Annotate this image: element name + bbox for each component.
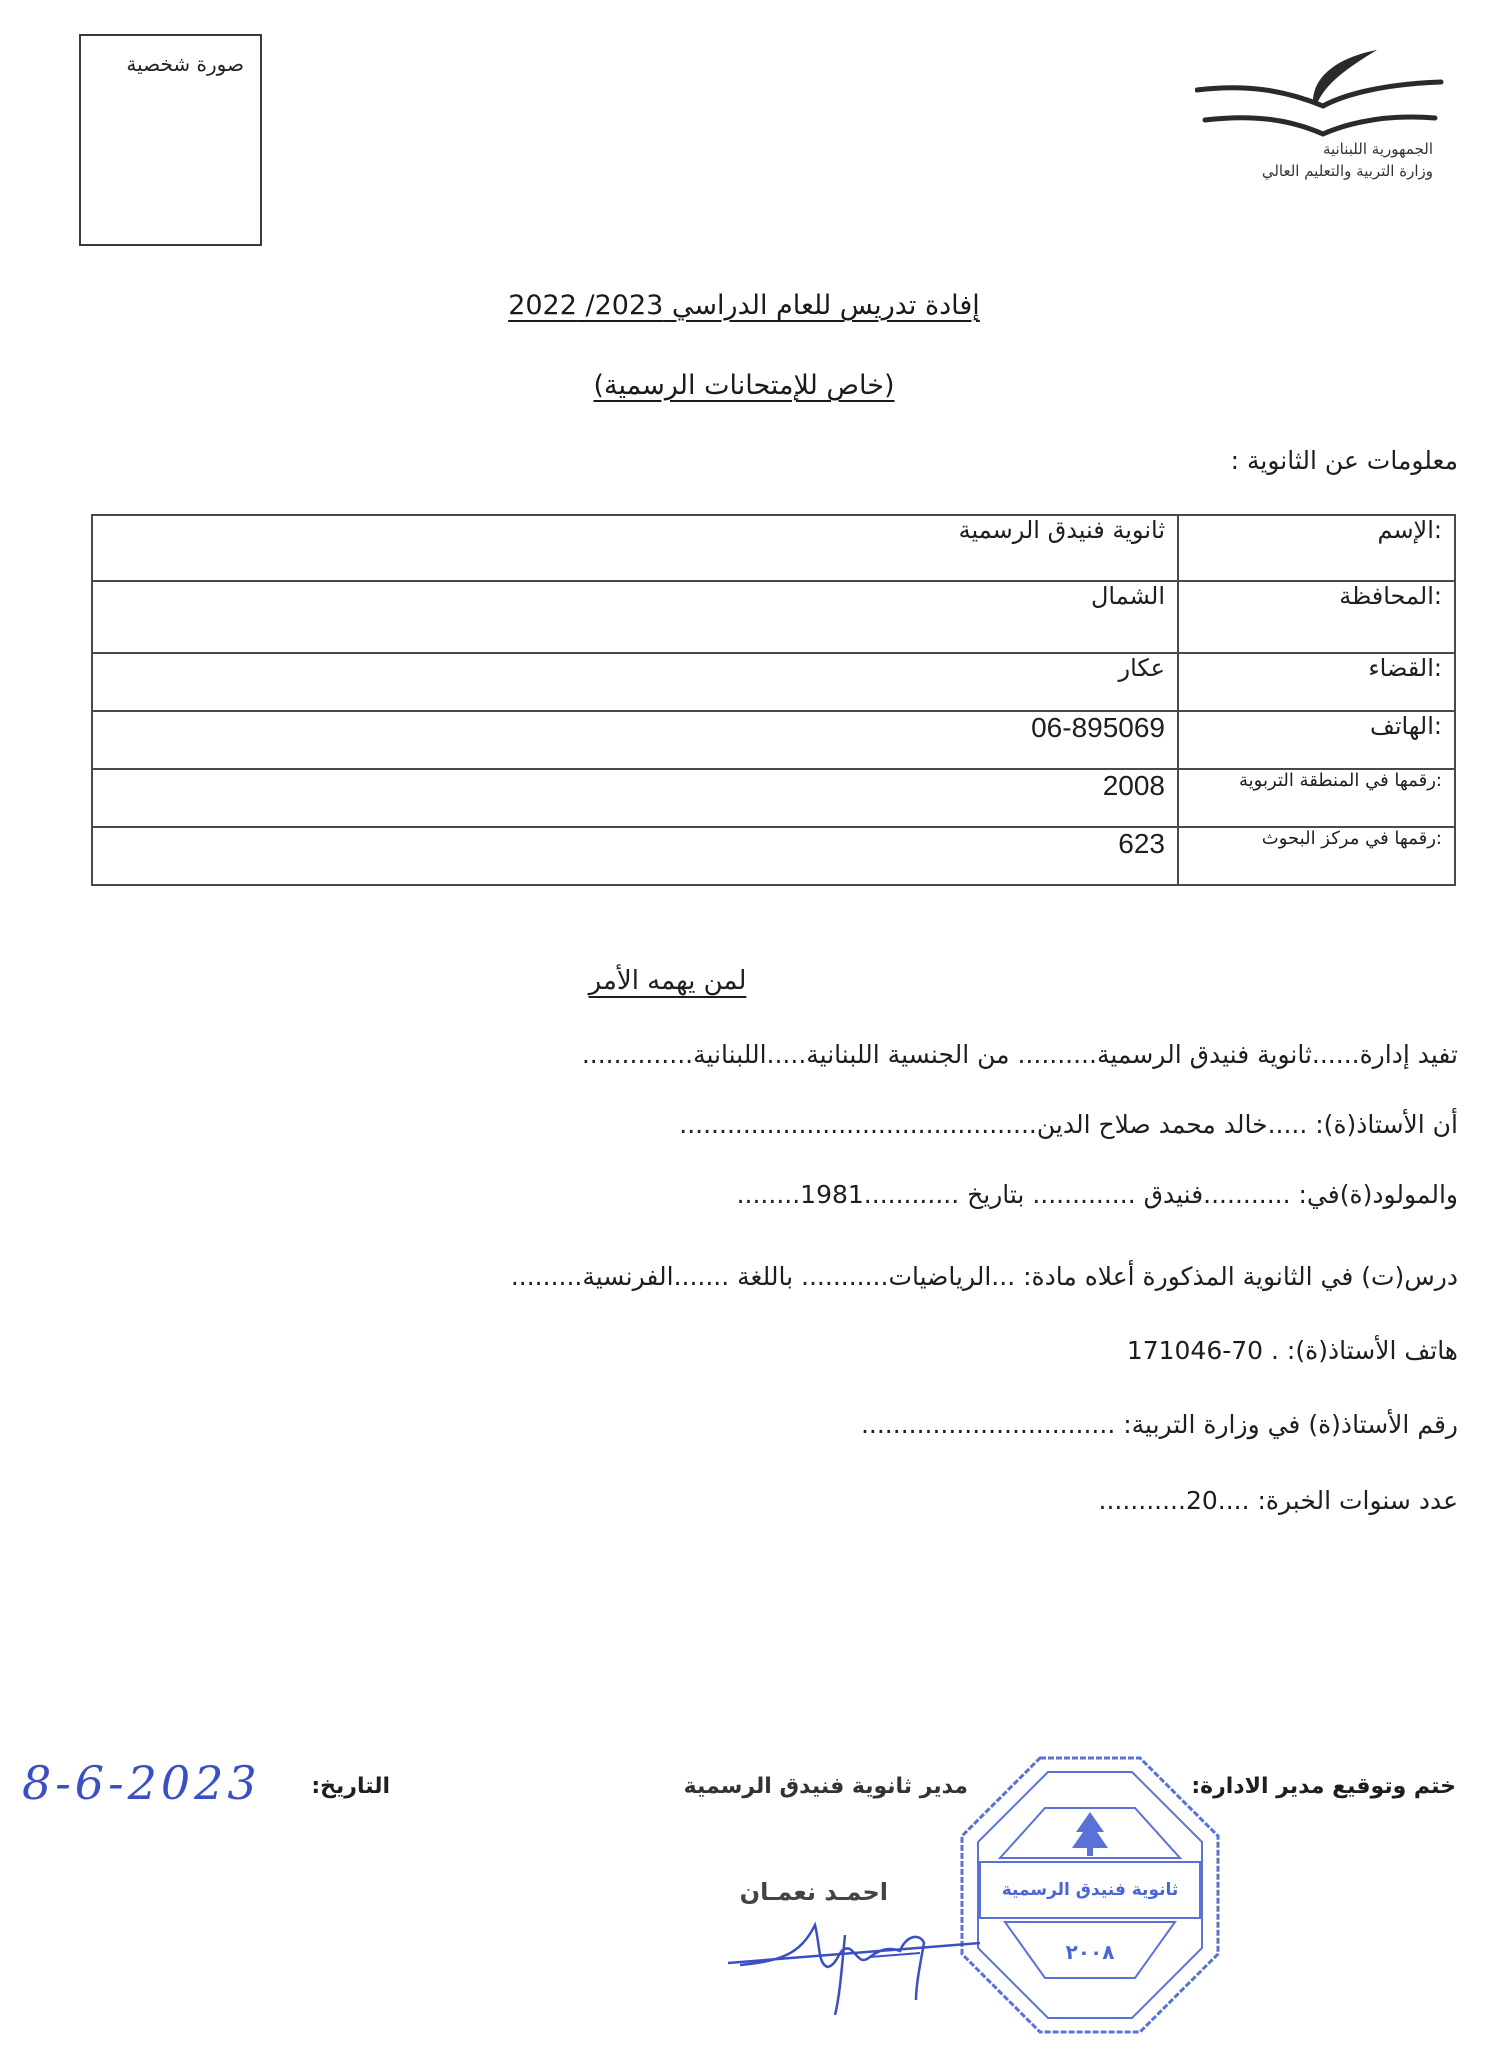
phone-value: 06-895069 [92,711,1178,769]
document-title [0,290,1488,321]
letter-line-teacher-phone: هاتف الأستاذ(ة): . 70-171046 [1126,1336,1458,1365]
research-center-number-value: 623 [92,827,1178,885]
letter-line-subject: درس(ت) في الثانوية المذكورة أعلاه مادة: ...الرياضيات........... باللغة .......الفرنسية......... [510,1262,1458,1291]
director-title: مدير ثانوية فنيدق الرسمية [683,1774,968,1799]
school-name-label: الإسم: [1178,515,1455,581]
photo-placeholder-box [79,34,262,246]
letter-line-birth: والمولود(ة)في: ...........فنيدق ............. بتاريخ ............1981........ [736,1180,1458,1209]
educational-zone-number-label: رقمها في المنطقة التربوية: [1178,769,1455,827]
district-value: عكار [92,653,1178,711]
stamp-school-name: ثانوية فنيدق الرسمية [1001,1880,1179,1900]
letter-line-teacher-name: أن الأستاذ(ة): .....خالد محمد صلاح الدين............................................. [679,1110,1458,1139]
governorate-value: الشمال [92,581,1178,653]
stamp-signature-label: ختم وتوقيع مدير الادارة: [1191,1774,1456,1799]
table-row [92,653,1455,711]
table-row [92,581,1455,653]
director-signature [720,1905,990,2015]
letter-line-ministry-number: رقم الأستاذ(ة) في وزارة التربية: ................................ [860,1410,1458,1439]
table-row [92,515,1455,581]
letter-heading-text: لمن يهمه الأمر [588,966,747,996]
governorate-label: المحافظة: [1178,581,1455,653]
letter-line-administration: تفيد إدارة......ثانوية فنيدق الرسمية.......... من الجنسية اللبنانية.....اللبنانية.............. [581,1040,1458,1069]
educational-zone-number-value: 2008 [92,769,1178,827]
phone-label: الهاتف: [1178,711,1455,769]
photo-label: صورة شخصية [126,52,244,76]
document-title-text: إفادة تدريس للعام الدراسي 2023/ 2022 [508,290,980,321]
director-name: احمـد نعمـان [739,1878,888,1906]
open-book-icon [1195,48,1445,138]
district-label: القضاء: [1178,653,1455,711]
cedar-icon [1072,1812,1108,1848]
official-school-stamp [950,1750,1230,2040]
stamp-year: ٢٠٠٨ [1065,1940,1115,1964]
table-row [92,769,1455,827]
letter-line-experience-years: عدد سنوات الخبرة: ....20........... [1098,1486,1458,1515]
document-subtitle-text: (خاص للإمتحانات الرسمية) [593,370,895,401]
school-name-value: ثانوية فنيدق الرسمية [92,515,1178,581]
date-label: التاريخ: [311,1774,390,1799]
document-subtitle [0,370,1488,401]
school-info-heading: معلومات عن الثانوية : [1230,446,1458,475]
letter-heading [0,966,1335,996]
school-info-table [91,514,1456,886]
table-row [92,827,1455,885]
research-center-number-label: رقمها في مركز البحوث: [1178,827,1455,885]
ministry-logo [1195,48,1445,188]
table-row [92,711,1455,769]
logo-republic-text: الجمهورية اللبنانية [1322,140,1433,158]
handwritten-date: 8-6-2023 [22,1756,261,1810]
logo-ministry-text: وزارة التربية والتعليم العالي [1261,162,1433,180]
